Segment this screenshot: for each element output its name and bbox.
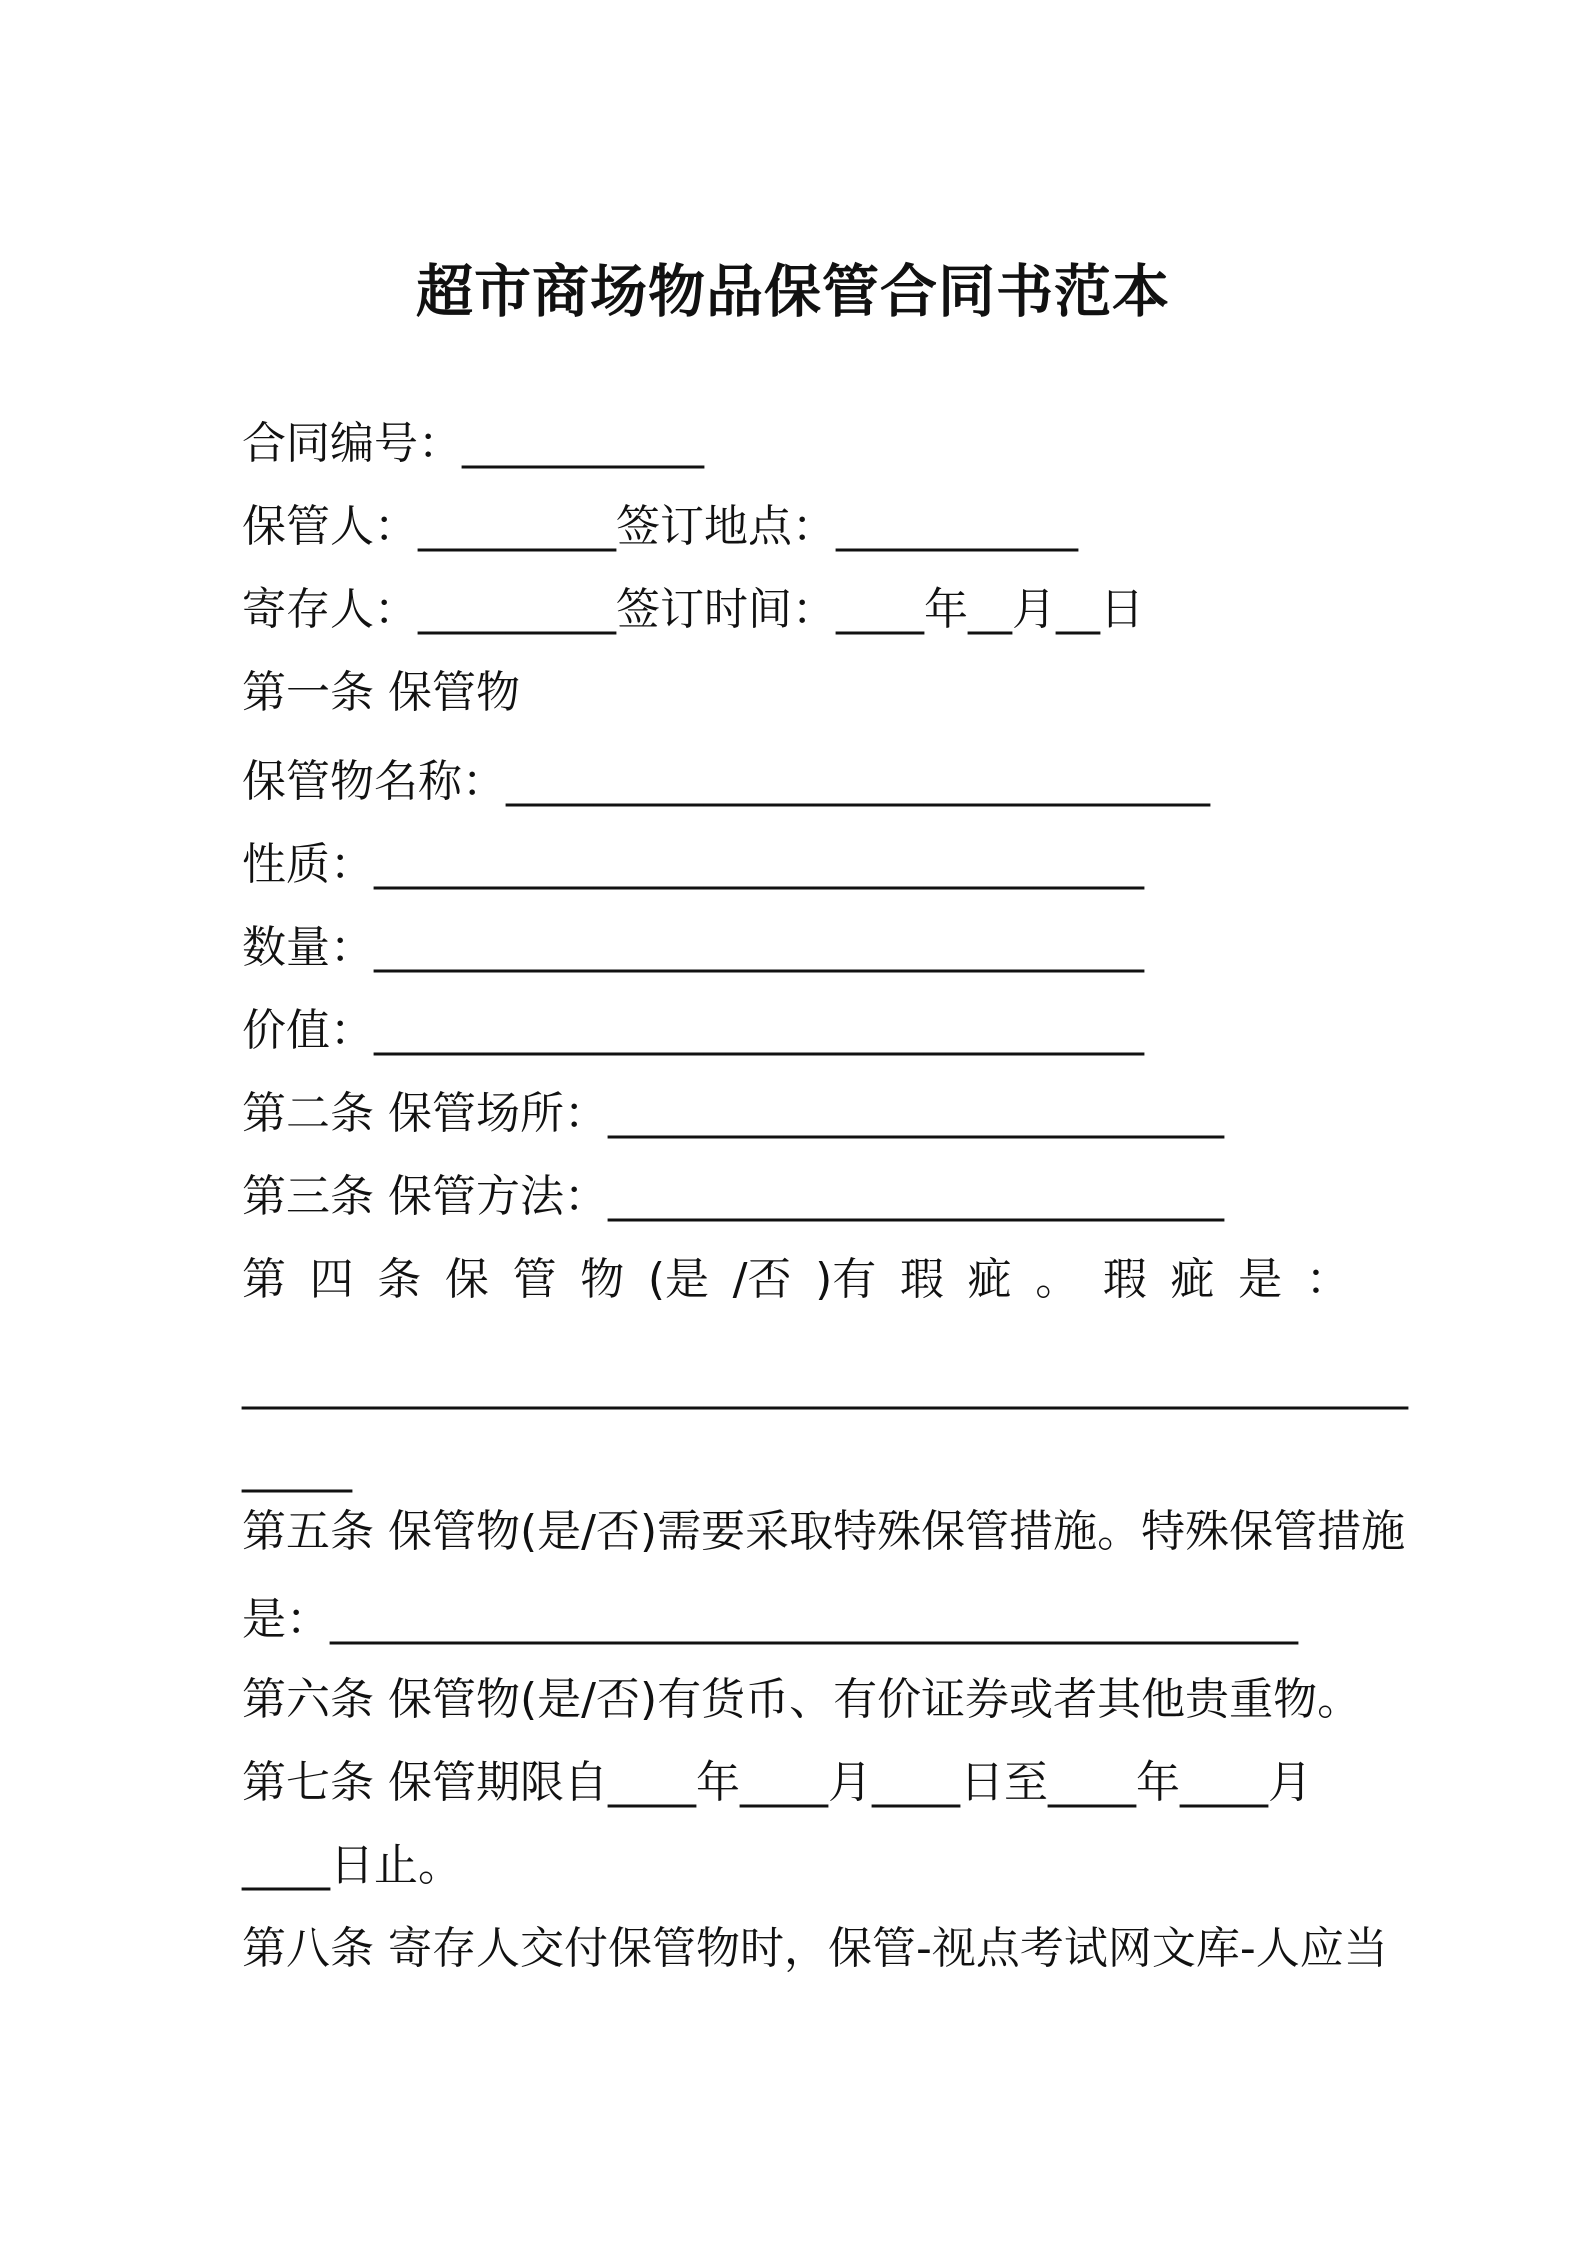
article-4-token: 瑕: [899, 1254, 944, 1305]
article-4-token: 疵: [1170, 1254, 1215, 1305]
article-4-token: 疵: [967, 1254, 1012, 1305]
article-4-token: 保: [444, 1254, 489, 1305]
contract-number-line: 合同编号：___________: [242, 418, 704, 469]
nature-line: 性质：___________________________________: [242, 839, 1144, 890]
article-1-heading: 第一条 保管物: [242, 667, 520, 718]
article-4-token: 四: [309, 1254, 354, 1305]
article-4-token: 物: [580, 1254, 625, 1305]
article-5-continuation: 是：____________________________________________: [242, 1594, 1298, 1645]
article-4-token: 。: [1035, 1254, 1080, 1305]
article-4-token: 管: [512, 1254, 557, 1305]
article-4-token: 是: [1238, 1254, 1283, 1305]
document-title: 超市商场物品保管合同书范本: [416, 259, 1170, 325]
article-4-token: 瑕: [1102, 1254, 1147, 1305]
item-name-line: 保管物名称：________________________________: [242, 756, 1210, 807]
article-4-token: /否: [732, 1254, 792, 1305]
article-4-blank-line: _____________________________________________________: [242, 1359, 1408, 1410]
article-2-line: 第二条 保管场所：____________________________: [242, 1088, 1224, 1139]
custodian-line: 保管人：_________签订地点：___________: [242, 501, 1078, 552]
article-8-line: 第八条 寄存人交付保管物时，保管-视点考试网文库-人应当: [242, 1923, 1388, 1974]
article-4-token: 第: [242, 1254, 286, 1305]
article-7-line: 第七条 保管期限自____年____月____日至____年____月: [242, 1757, 1312, 1808]
article-5-line: 第五条 保管物(是/否)需要采取特殊保管措施。特殊保管措施: [242, 1506, 1406, 1557]
quantity-line: 数量：___________________________________: [242, 922, 1144, 973]
article-4-token: (是: [647, 1254, 710, 1305]
article-4-token: 条: [377, 1254, 422, 1305]
article-4-blank-line-2: _____: [242, 1442, 352, 1493]
article-7-continuation: ____日止。: [242, 1840, 462, 1891]
value-line: 价值：___________________________________: [242, 1005, 1144, 1056]
article-3-line: 第三条 保管方法：____________________________: [242, 1171, 1224, 1222]
article-4-line: [242, 1250, 1350, 1310]
depositor-line: 寄存人：_________签订时间：____年__月__日: [242, 584, 1144, 635]
article-4-token: ：: [1305, 1254, 1350, 1305]
article-6-line: 第六条 保管物(是/否)有货币、有价证券或者其他贵重物。: [242, 1674, 1362, 1725]
article-4-token: )有: [815, 1254, 877, 1305]
